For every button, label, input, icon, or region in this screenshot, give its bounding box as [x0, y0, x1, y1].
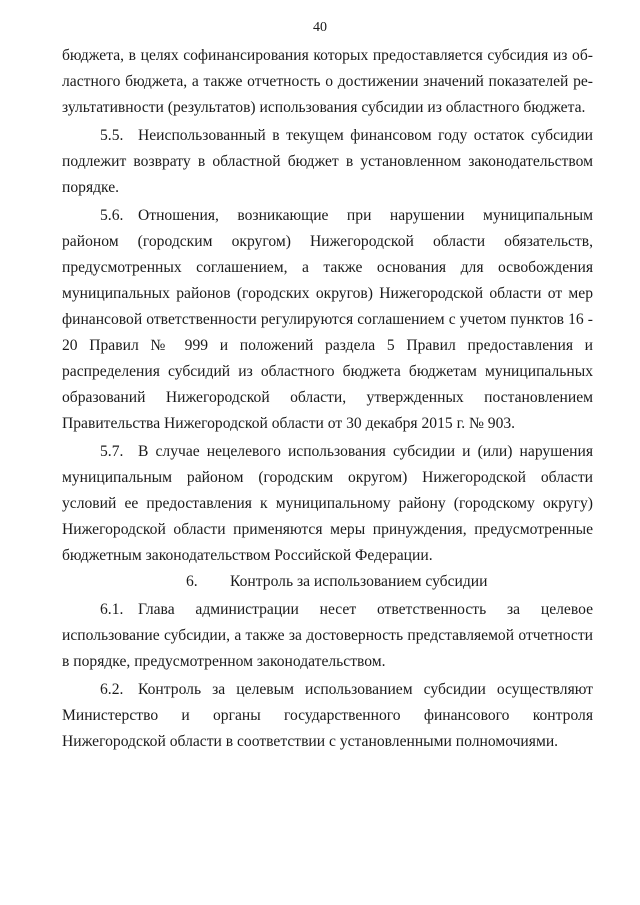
paragraph-text: Отношения, возникающие при нарушении муниципальным районом (городским округом) Нижегородской области обязательств, предусмотренных соглашением, а также основания для освобождения муниципальных районов (городских округов) Нижегородской области от мер финансовой ответственности регулируются соглашением с учетом пунктов 16 - 20 Правил № 999 и положений раздела 5 Правил предоставления и распределения субсидий из областного бюджета бюджетам муниципальных образований Нижегородской области, утвержденных постановлением Правительства Нижегородской области от 30 декабря 2015 г. № 903. — [62, 207, 593, 432]
paragraph-text: Неиспользованный в текущем финансовом году остаток субсидии подлежит возврату в областной бюджет в установленном законодательством порядке. — [62, 127, 593, 196]
section-title: Контроль за использованием субсидии — [230, 573, 488, 590]
paragraph-text: Глава администрации несет ответственность за целевое использование субсидии, а также за достоверность представляемой отчетности в порядке, предусмотренном законодательством. — [62, 601, 593, 670]
paragraph-number: 5.5. — [100, 127, 124, 144]
paragraph-5-6 — [62, 203, 593, 437]
paragraph-number: 6.1. — [100, 601, 124, 618]
paragraph-5-5 — [62, 123, 593, 201]
paragraph-number: 5.6. — [100, 207, 124, 224]
paragraph-6-2 — [62, 677, 593, 755]
paragraph-text: В случае нецелевого использования субсидии и (или) нарушения муниципальным районом (городским округом) Нижегородской области условий ее предоставления к муниципальному району (городскому округу) Нижегородской области применяются меры принуждения, предусмотренные бюджетным законодательством Российской Федерации. — [62, 443, 593, 564]
section-heading — [62, 569, 593, 595]
section-number: 6. — [186, 573, 198, 590]
paragraph-6-1 — [62, 597, 593, 675]
page-number: 40 — [313, 20, 327, 35]
paragraph-5-7 — [62, 439, 593, 569]
paragraph-number: 6.2. — [100, 681, 124, 698]
document-body — [62, 41, 593, 755]
paragraph-continuation — [62, 43, 593, 121]
paragraph-number: 5.7. — [100, 443, 124, 460]
paragraph-text: бюджета, в целях софинансирования которых предоставляется субсидия из областного бюджета, а также отчетность о достижении значений показателей результативности (результатов) использования субсидии из областного бюджета. — [62, 47, 593, 116]
paragraph-text: Контроль за целевым использованием субсидии осуществляют Министерство и органы государственного финансового контроля Нижегородской области в соответствии с установленными полномочиями. — [62, 681, 593, 750]
